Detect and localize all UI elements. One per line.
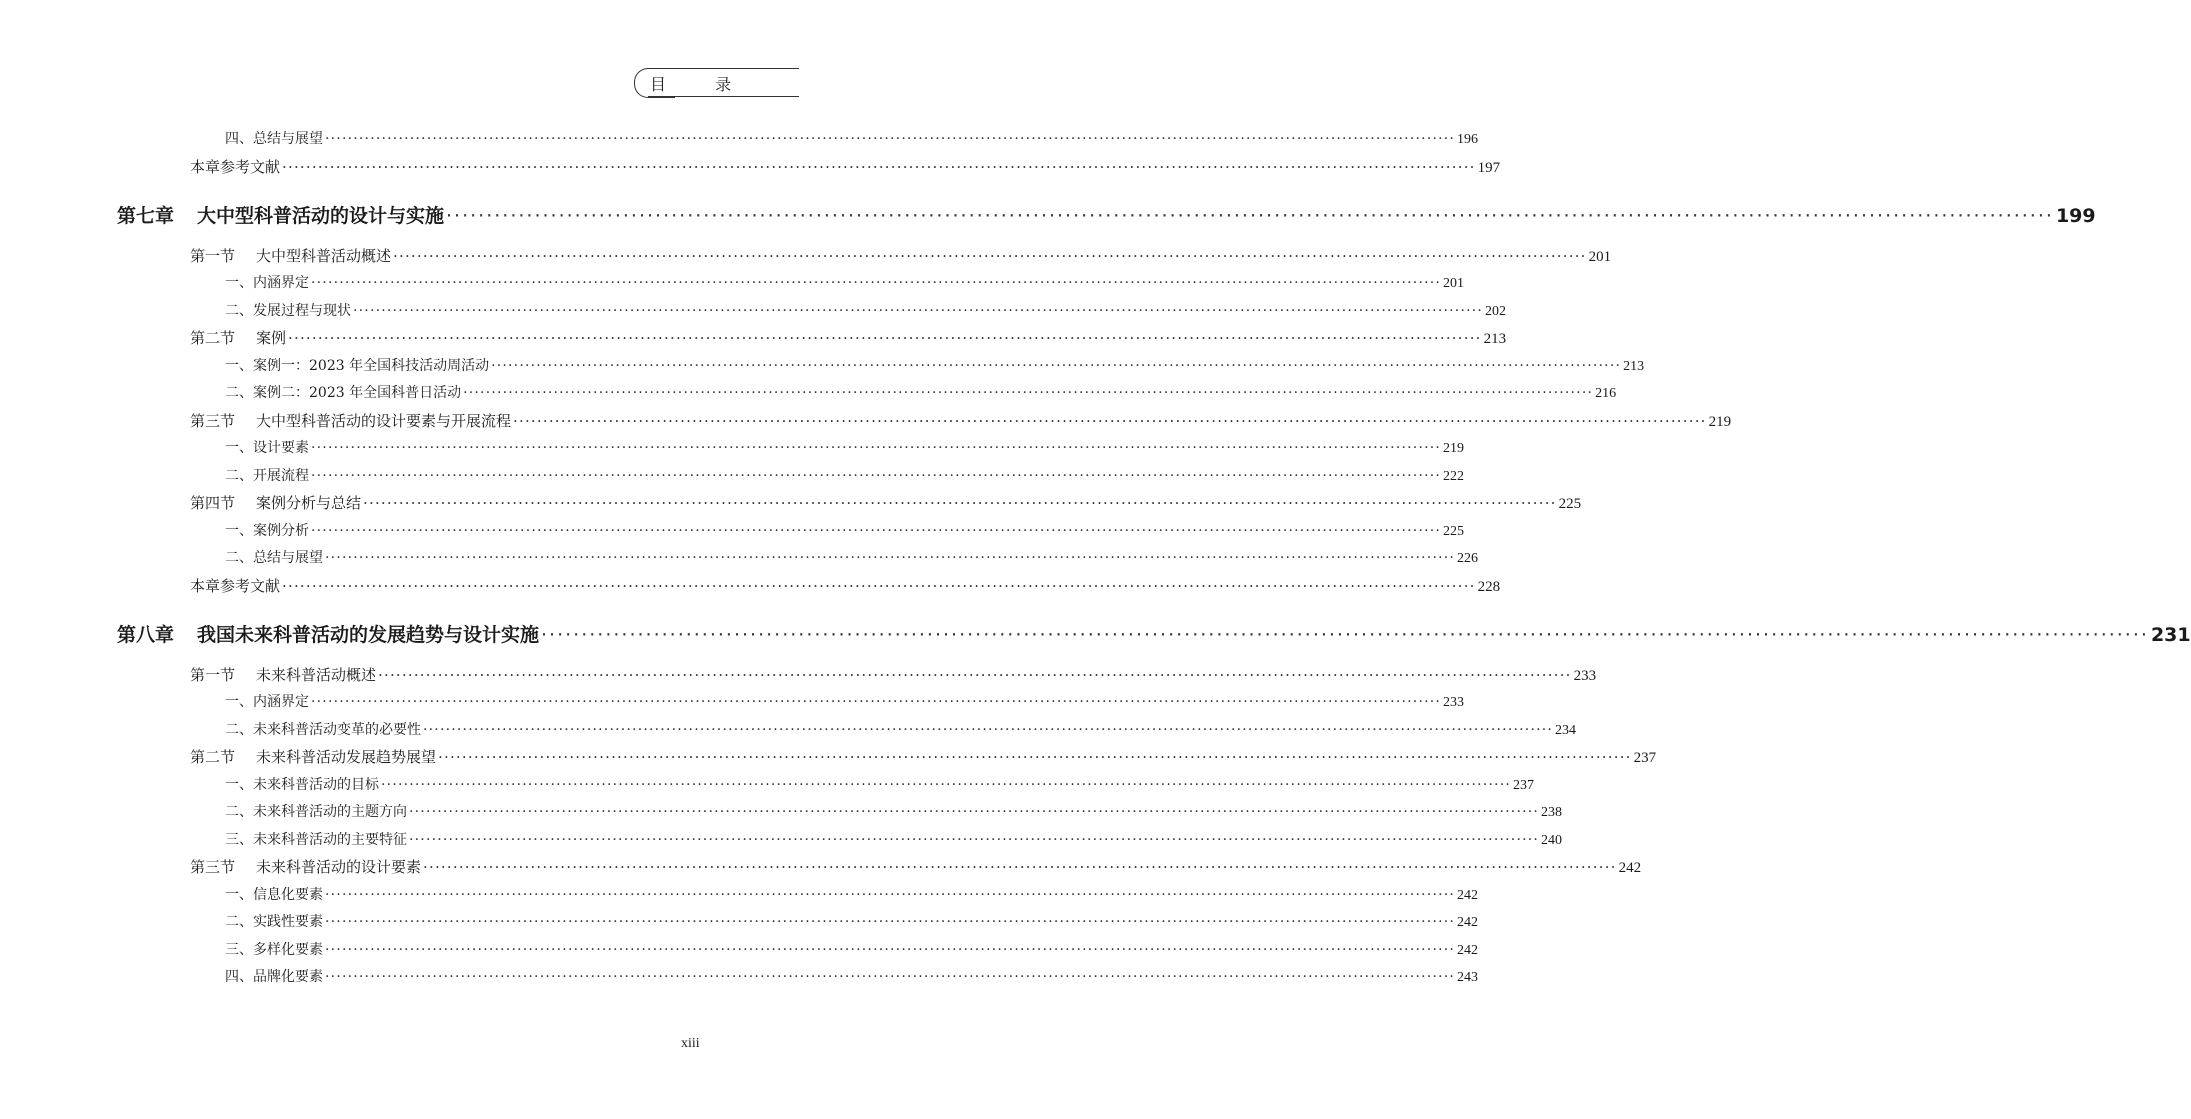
toc-entry-label: 二、发展过程与现状 <box>225 302 351 319</box>
toc-item-entry[interactable] <box>225 382 1617 402</box>
toc-chapter-entry[interactable] <box>117 201 2096 228</box>
toc-entry-page: 196 <box>1457 132 1479 147</box>
dot-leader: ········································································································································································································ <box>311 694 1442 710</box>
toc-entry-number: 第二节 <box>190 748 236 766</box>
toc-entry-page: 219 <box>1708 413 1732 430</box>
toc-entry-title <box>190 746 436 767</box>
dot-leader: ········································································································································································································ <box>311 440 1442 456</box>
toc-entry-label: 本章参考文献 <box>190 576 281 595</box>
toc-entry-page: 199 <box>2055 205 2096 227</box>
toc-entry-label: 二、总结与展望 <box>225 550 323 566</box>
dot-leader: ········································································································································································································ <box>423 721 1554 738</box>
toc-item-entry[interactable] <box>225 966 1479 986</box>
toc-entry-label: 一、未来科普活动的目标 <box>225 776 379 793</box>
dot-leader: ········································································································································································································ <box>325 941 1456 958</box>
dot-leader: ········································································································································································································ <box>325 886 1456 903</box>
toc-entry-label: 案例分析与总结 <box>256 494 362 512</box>
toc-entry-title <box>190 410 511 431</box>
toc-entry-number: 第七章 <box>117 205 175 227</box>
running-header <box>634 68 799 98</box>
header-title: 目 录 <box>650 75 754 94</box>
toc-entry-page: 225 <box>1558 496 1582 512</box>
toc-entry-label: 我国未来科普活动的发展趋势与设计实施 <box>197 624 540 646</box>
toc-item-entry[interactable] <box>225 520 1465 540</box>
dot-leader: ········································································································································································································ <box>513 411 1707 430</box>
toc-entry-page: 242 <box>1457 887 1479 903</box>
toc-entry-label: 一、内涵界定 <box>225 694 309 710</box>
header-rule-top <box>648 68 799 69</box>
toc-entry-title <box>225 382 461 402</box>
toc-entry-label: 四、品牌化要素 <box>225 969 323 985</box>
toc-entry-number: 第二节 <box>190 329 236 347</box>
toc-entry-label: 一、案例一：2023 年全国科技活动周活动 <box>225 357 490 374</box>
toc-section-entry[interactable] <box>190 746 1657 767</box>
toc-entry-title <box>225 128 323 148</box>
toc-entry-label: 二、案例二：2023 年全国科普日活动 <box>225 385 462 401</box>
toc-entry-page: 233 <box>1443 695 1465 710</box>
dot-leader: ········································································································································································································ <box>363 494 1557 512</box>
toc-entry-number: 第三节 <box>190 858 236 876</box>
toc-item-entry[interactable] <box>225 691 1465 711</box>
toc-entry-page: 197 <box>1477 159 1501 176</box>
toc-entry-title <box>225 774 379 794</box>
toc-entry-page: 219 <box>1443 441 1465 456</box>
toc-item-entry[interactable] <box>225 719 1577 739</box>
toc-item-entry[interactable] <box>225 884 1479 904</box>
toc-chapter-entry[interactable] <box>117 620 2191 647</box>
toc-entry-title <box>225 801 407 821</box>
toc-entry-label: 大中型科普活动的设计与实施 <box>197 205 445 227</box>
toc-entry-label: 三、未来科普活动的主要特征 <box>225 831 407 848</box>
toc-entry-title <box>225 437 309 457</box>
toc-entry-title <box>225 884 323 904</box>
toc-item-entry[interactable] <box>225 774 1535 794</box>
header-rule-bottom <box>648 96 799 97</box>
dot-leader: ········································································································································································································ <box>541 624 2149 646</box>
toc-entry-title <box>225 719 421 739</box>
toc-entry-label: 未来科普活动的设计要素 <box>256 858 422 876</box>
toc-entry-title <box>225 966 323 986</box>
dot-leader: ········································································································································································································ <box>288 329 1482 347</box>
toc-entry-title <box>190 575 280 596</box>
toc-entry-page: 240 <box>1541 832 1563 848</box>
toc-item-entry[interactable] <box>225 911 1479 931</box>
toc-entry-title <box>190 156 280 177</box>
toc-entry-label: 二、实践性要素 <box>225 914 323 930</box>
toc-entry-page: 242 <box>1618 860 1642 876</box>
toc-entry-label: 大中型科普活动概述 <box>256 246 392 265</box>
toc-entry-label: 二、未来科普活动的主题方向 <box>225 804 407 820</box>
dot-leader: ········································································································································································································ <box>325 914 1456 930</box>
toc-entry-title <box>225 691 309 711</box>
dot-leader: ········································································································································································································ <box>311 522 1442 539</box>
toc-entry-title <box>225 465 309 485</box>
dot-leader: ········································································································································································································ <box>381 776 1512 793</box>
toc-entry-label: 未来科普活动概述 <box>256 665 377 684</box>
toc-section-entry[interactable] <box>190 327 1507 348</box>
dot-leader: ········································································································································································································ <box>325 969 1456 985</box>
toc-entry-page: 213 <box>1623 358 1645 374</box>
dot-leader: ········································································································································································································ <box>325 131 1456 147</box>
toc-entry-title <box>225 520 309 540</box>
dot-leader: ········································································································································································································ <box>393 246 1587 265</box>
dot-leader: ········································································································································································································ <box>353 302 1484 319</box>
toc-entry-page: 222 <box>1443 468 1465 484</box>
toc-entry-page: 216 <box>1595 386 1617 401</box>
toc-entry-label: 一、内涵界定 <box>225 275 309 291</box>
page-number: xiii <box>681 1036 700 1051</box>
toc-entry-page: 237 <box>1513 777 1535 793</box>
dot-leader: ········································································································································································································ <box>423 858 1617 876</box>
toc-entry-title <box>225 911 323 931</box>
dot-leader: ········································································································································································································ <box>325 550 1456 566</box>
toc-section-entry[interactable] <box>190 664 1597 685</box>
toc-item-entry[interactable] <box>225 939 1479 959</box>
toc-entry-page: 202 <box>1485 303 1507 319</box>
toc-entry-label: 大中型科普活动的设计要素与开展流程 <box>256 411 512 430</box>
toc-entry-label: 案例 <box>256 329 287 347</box>
toc-entry-title <box>190 664 376 685</box>
dot-leader: ········································································································································································································ <box>438 748 1632 766</box>
toc-entry-label: 二、未来科普活动变革的必要性 <box>225 721 421 738</box>
toc-entry-title <box>225 547 323 567</box>
toc-entry-title <box>190 245 391 266</box>
toc-section-entry[interactable] <box>190 856 1642 877</box>
dot-leader: ········································································································································································································ <box>409 831 1540 848</box>
toc-entry-number: 第八章 <box>117 624 175 646</box>
toc-entry-label: 一、信息化要素 <box>225 886 323 903</box>
toc-entry-number: 第四节 <box>190 494 236 512</box>
toc-entry-label: 本章参考文献 <box>190 157 281 176</box>
toc-entry-title <box>190 492 361 513</box>
toc-entry-page: 226 <box>1457 551 1479 566</box>
toc-entry-label: 未来科普活动发展趋势展望 <box>256 748 437 766</box>
toc-entry-page: 242 <box>1457 915 1479 930</box>
toc-item-entry[interactable] <box>225 272 1465 292</box>
toc-section-entry[interactable] <box>190 410 1732 431</box>
toc-entry-page: 201 <box>1588 248 1612 265</box>
toc-item-entry[interactable] <box>225 355 1645 375</box>
toc-entry-title <box>225 272 309 292</box>
toc-entry-page: 237 <box>1633 750 1657 766</box>
toc-entry-page: 231 <box>2150 624 2191 646</box>
toc-entry-title <box>190 327 286 348</box>
toc-item-entry[interactable] <box>225 465 1465 485</box>
toc-entry-title <box>117 620 539 647</box>
toc-entry-page: 243 <box>1457 970 1479 985</box>
toc-entry-title <box>225 939 323 959</box>
toc-item-entry[interactable] <box>225 128 1479 148</box>
toc-references-entry[interactable] <box>190 575 1501 596</box>
toc-entry-label: 三、多样化要素 <box>225 941 323 958</box>
toc-item-entry[interactable] <box>225 300 1507 320</box>
toc-entry-title <box>225 355 489 375</box>
toc-entry-title <box>190 856 421 877</box>
toc-entry-page: 225 <box>1443 523 1465 539</box>
toc-entry-label: 一、设计要素 <box>225 440 309 456</box>
toc-item-entry[interactable] <box>225 829 1563 849</box>
toc-entry-number: 第一节 <box>190 665 236 684</box>
toc-entry-page: 233 <box>1573 667 1597 684</box>
toc-references-entry[interactable] <box>190 156 1501 177</box>
dot-leader: ········································································································································································································ <box>311 275 1442 291</box>
dot-leader: ········································································································································································································ <box>463 385 1594 401</box>
toc-entry-number: 第一节 <box>190 246 236 265</box>
toc-entry-title <box>225 829 407 849</box>
toc-item-entry[interactable] <box>225 437 1465 457</box>
toc-section-entry[interactable] <box>190 245 1612 266</box>
toc-entry-number: 第三节 <box>190 411 236 430</box>
dot-leader: ········································································································································································································ <box>282 157 1476 176</box>
toc-entry-title <box>117 201 444 228</box>
dot-leader: ········································································································································································································ <box>311 467 1442 484</box>
toc-entry-label: 四、总结与展望 <box>225 131 323 147</box>
toc-entry-page: 213 <box>1483 331 1507 347</box>
dot-leader: ········································································································································································································ <box>282 576 1476 595</box>
dot-leader: ········································································································································································································ <box>378 665 1572 684</box>
toc-entry-page: 242 <box>1457 942 1479 958</box>
toc-entry-title <box>225 300 351 320</box>
dot-leader: ········································································································································································································ <box>409 804 1540 820</box>
toc-entry-page: 238 <box>1541 805 1563 820</box>
dot-leader: ········································································································································································································ <box>491 357 1622 374</box>
toc-entry-label: 二、开展流程 <box>225 467 309 484</box>
toc-item-entry[interactable] <box>225 801 1563 821</box>
toc-entry-label: 一、案例分析 <box>225 522 309 539</box>
toc-section-entry[interactable] <box>190 492 1582 513</box>
toc-item-entry[interactable] <box>225 547 1479 567</box>
toc-entry-page: 228 <box>1477 578 1501 595</box>
dot-leader: ········································································································································································································ <box>446 205 2054 227</box>
toc-entry-page: 234 <box>1555 722 1577 738</box>
toc-entry-page: 201 <box>1443 276 1465 291</box>
